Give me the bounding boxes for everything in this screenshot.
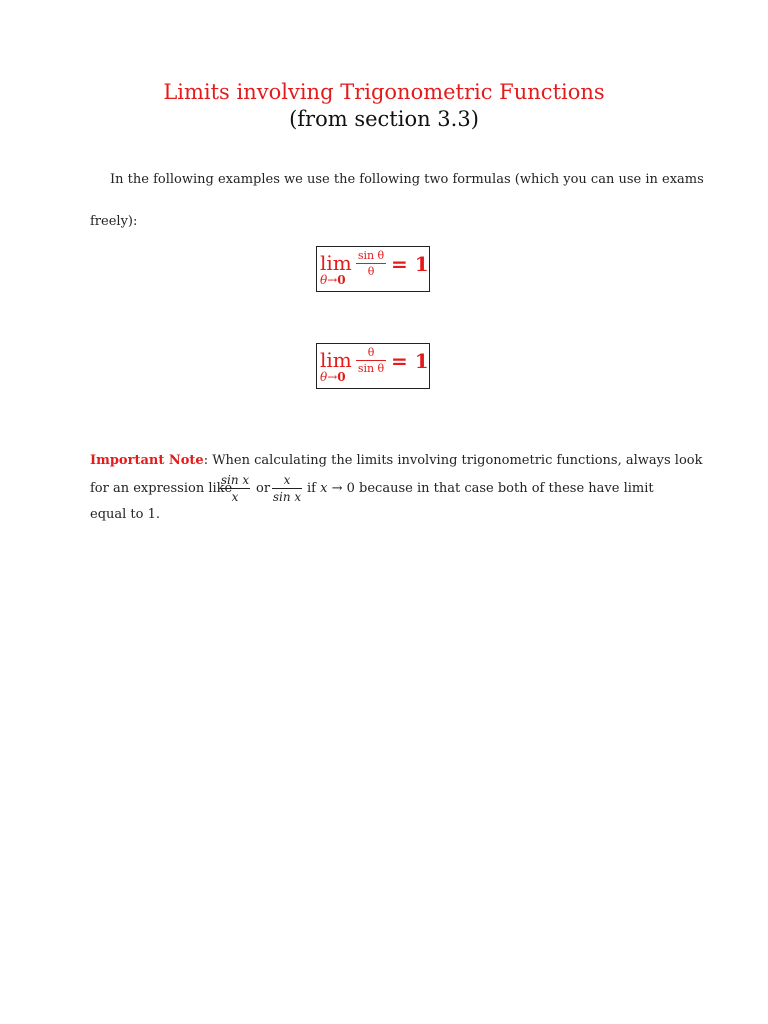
fraction-numerator: x (283, 473, 291, 487)
fraction-theta-over-sin (356, 346, 386, 375)
formula-box-1 (316, 246, 430, 292)
note-line-2-b: if x → 0 because in that case both of these have limit (307, 481, 654, 496)
lim-subscript: θ→0 (320, 273, 346, 287)
title-section: (from section 3.3) (289, 107, 479, 131)
fraction-x-over-sinx (272, 473, 302, 504)
note-line-1 (90, 453, 702, 468)
fraction-sinx-over-x (220, 473, 250, 504)
intro-line-1: In the following examples we use the following two formulas (which you can use in exams (110, 172, 704, 187)
equals-one: = 1 (391, 349, 429, 373)
equals-one: = 1 (391, 252, 429, 276)
lim-subscript: θ→0 (320, 370, 346, 384)
lim-operator: lim (320, 251, 352, 275)
important-note-label: Important Note (90, 453, 204, 468)
fraction-denominator: x (231, 490, 239, 504)
fraction-numerator: sin x (220, 473, 250, 487)
fraction-denominator: sin θ (357, 362, 385, 375)
fraction-numerator: sin θ (357, 249, 385, 262)
note-or: or (256, 481, 271, 496)
fraction-denominator: θ (367, 265, 375, 278)
note-line-2-a: for an expression like (90, 481, 233, 496)
formula-box-2 (316, 343, 430, 389)
fraction-denominator: sin x (272, 490, 302, 504)
fraction-sin-over-theta (356, 249, 386, 278)
lim-operator: lim (320, 348, 352, 372)
intro-line-2: freely): (90, 214, 138, 229)
title-main: Limits involving Trigonometric Functions (163, 80, 605, 104)
note-line-3: equal to 1. (90, 507, 161, 522)
note-line-1-text: : When calculating the limits involving trigonometric functions, always look (203, 453, 703, 468)
fraction-numerator: θ (367, 346, 375, 359)
